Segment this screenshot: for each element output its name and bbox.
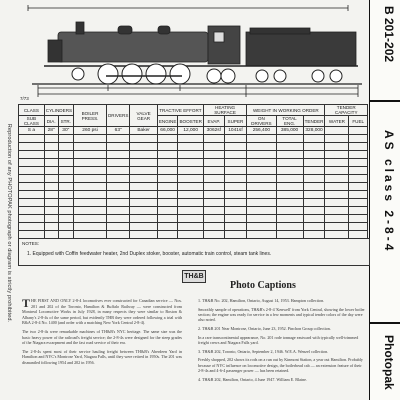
table-header-cell: CLASS (19, 105, 45, 116)
table-header-cell: TOTAL ENG. (276, 116, 303, 127)
table-row (19, 127, 368, 135)
right-title-band (369, 0, 400, 400)
table-header-cell: ENGINE (157, 116, 178, 127)
table-cell: S a (19, 127, 45, 135)
table-header-cell: VALVE GEAR (130, 105, 157, 127)
table-header-cell: DIA. (44, 116, 58, 127)
table-row-empty (19, 143, 368, 151)
brand-name: Photopak (382, 335, 396, 390)
caption-entry: In a rare transcontinental appearance, No. 201 rode tonnage eastward with typically well-trimmed freight crews and Niagara Falls yard. (198, 334, 359, 345)
table-row-empty (19, 191, 368, 199)
table-cell: Baker (130, 127, 157, 135)
caption-entry: 1. TH&B No. 202, Hamilton, Ontario, August 14, 1953. Hampton collection. (198, 298, 325, 303)
captions-column (198, 298, 366, 385)
drawing-date: 7/73 (20, 96, 29, 101)
specifications-table (18, 104, 368, 239)
band-divider (370, 322, 400, 324)
table-row-empty (19, 215, 368, 223)
table-cell: 66,000 (157, 127, 178, 135)
table-cell: 260 psi (74, 127, 107, 135)
table-row-empty (19, 159, 368, 167)
table-header-row (19, 105, 368, 116)
locomotive-drawing (18, 2, 366, 102)
table-cell: 1041sf (224, 127, 247, 135)
caption-entry: 2. TH&B 201 Near Montrose, Ontario, June 23, 1952. Pinchon Group collection. (198, 326, 331, 331)
table-cell: 385,000 (276, 127, 303, 135)
table-row-empty (19, 175, 368, 183)
table-cell: 256,400 (247, 127, 276, 135)
table-header-cell: CYLINDERS (44, 105, 73, 116)
history-paragraph: The two 2-8-4s were remarkable machines of TH&B's NYC heritage. The same size was the basic heavy power of the railroad's freight service; the 2-8-4s were designed for the steep grades of the Niagara escarpment and the fast road service of their era. (22, 328, 182, 346)
table-row-empty (19, 207, 368, 215)
table-row-empty (19, 167, 368, 175)
table-row-empty (19, 151, 368, 159)
table-subheader-row (19, 116, 368, 127)
history-paragraph: The 2-8-4s spent most of their service hauling freight between TH&B's Aberdeen Yard in Hamilton and NYC's Montrose Yard, Niagara Falls, until they were retired in 1950s. The 201 was dismantled following 1954 and 202 in 1956. (22, 348, 182, 365)
table-row-empty (19, 199, 368, 207)
table-header-cell: BOILER PRESS. (74, 105, 107, 127)
sheet-number: B 201-202 (382, 6, 396, 63)
table-cell: 12,000 (178, 127, 203, 135)
locomotive-class: AS class 2-8-4 (382, 130, 396, 254)
table-header-cell: BOOSTER (178, 116, 203, 127)
table-header-cell: EVAP. (203, 116, 224, 127)
table-cell (349, 127, 368, 135)
notes-text: 1. Equipped with Coffin feedwater heater, 2nd Duplex stoker, booster, automatic train control, steam tank lines. (27, 251, 272, 257)
table-row-empty (19, 183, 368, 191)
drop-cap: T (22, 296, 31, 310)
table-cell: 28" (44, 127, 58, 135)
table-header-cell: SUPER (224, 116, 247, 127)
table-header-cell: TENDER (303, 116, 325, 127)
table-cell: 30" (58, 127, 74, 135)
table-header-cell: SUB CLASS (19, 116, 45, 127)
table-header-cell: TENDER CAPACITY (325, 105, 368, 116)
table-header-cell: HEATING SURFACE (203, 105, 246, 116)
table-header-cell: ON DRIVERS (247, 116, 276, 127)
table-header-cell: STR. (58, 116, 74, 127)
copyright-notice: Reproduction of any PHOTOPAK photograph or diagram is strictly prohibited. (6, 123, 12, 323)
table-header-cell: FUEL (349, 116, 368, 127)
caption-entry: Freshly shopped, 202 shows its rods on a run out by Kinmont Station, a year out Hamilton. Probably because of NYC influence on locomotive design, the boilerhead cab — an extension feature of their 2-8-4s and 4-6-4 passenger power — has been retained. (198, 357, 363, 373)
table-cell: 3062sf (203, 127, 224, 135)
copyright-margin (2, 60, 14, 390)
caption-entry: Smoothly sample of operations, TH&B's 2-8-4 'Kenwell' from York Central, showing the lower boiler section; the engine was ready for service in a few moments and typical tender colors of the day were also noted. (198, 306, 365, 323)
table-header-cell: WEIGHT IN WORKING ORDER (247, 105, 325, 116)
table-cell (325, 127, 349, 135)
table-cell: 328,000 (303, 127, 325, 135)
caption-entry: 3. TH&B 202, Toronto, Ontario, September 2, 1946. W.E.A. Wenzel collection. (198, 348, 329, 354)
history-text-column (22, 298, 182, 369)
table-header-cell: TRACTIVE EFFORT (157, 105, 203, 116)
thb-logo: TH&B (182, 270, 206, 283)
table-header-cell: DRIVERS (106, 105, 129, 127)
table-cell: 63" (106, 127, 129, 135)
notes-label: NOTES: (22, 241, 40, 246)
table-row-empty (19, 135, 368, 143)
band-divider (370, 100, 400, 102)
history-paragraph: THE FIRST AND ONLY 2-8-4 locomotives ever constructed for Canadian service — Nos. 201 and 202 of the Toronto, Hamilton & Buffalo Railway — were constructed from Montreal Locomotive Works in July 1928, in many respects they were similar to Boston & Albany's 2-8-4s of the same period, but evidently THB they were ordered following a trial with B&A 2-8-4 No. 1400 (and order with a matching New York Central 2-8-4). (22, 296, 182, 326)
table-row-empty (19, 223, 368, 231)
caption-entry: 4. TH&B 202, Hamilton, Ontario, 4 June 1947. William E. Blaine. (198, 376, 307, 382)
table-header-cell: WATER (325, 116, 349, 127)
notes-box (18, 238, 370, 266)
photo-captions-heading: Photo Captions (230, 280, 296, 291)
